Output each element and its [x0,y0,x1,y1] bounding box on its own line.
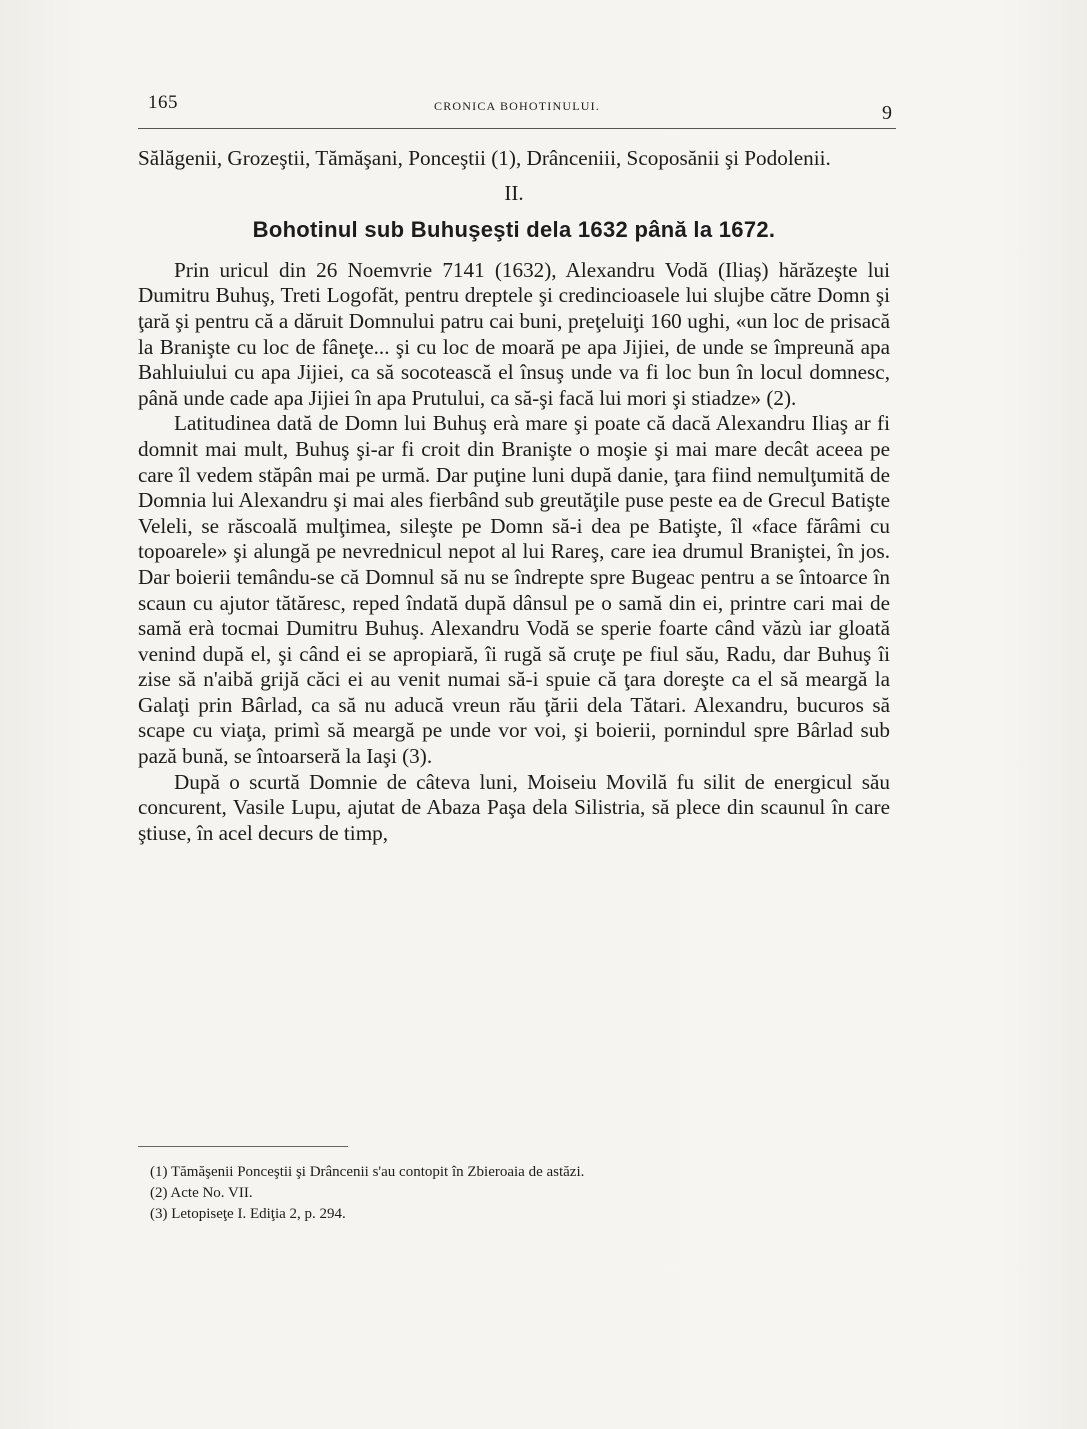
running-title: CRONICA BOHOTINULUI. [434,99,600,113]
footnote-separator [138,1146,348,1147]
paragraph-3: După o scurtă Domnie de câteva luni, Moiseiu Movilă fu silit de energicul său concurent, Vasile Lupu, ajutat de Abaza Paşa dela Silistria, să plece din scaunul în care ştiuse, în acel decurs de timp, [138,769,890,845]
footnotes [150,1162,890,1225]
paragraph-1: Prin uricul din 26 Noemvrie 7141 (1632), Alexandru Vodă (Iliaş) hărăzeşte lui Dumitru Buhuş, Treti Logofăt, pentru dreptele şi credincioasele lui slujbe către Domn şi ţară şi pentru că a dăruit Domnului patru cai buni, preţeluiţi 160 ughi, «un loc de prisacă la Branişte cu loc de fâneţe... şi cu loc de moară pe apa Jijiei, de unde se împreună apa Bahluiului cu apa Jijiei, ca să socotească el însuş unde va fi loc bun în locul domnesc, până unde cade apa Jijiei în apa Prutului, ca să-şi facă lui mori şi stiadze» (2). [138,257,890,410]
footnote-1: (1) Tămăşenii Ponceştii şi Drâncenii s'au contopit în Zbieroaia de astăzi. [150,1164,585,1180]
paragraph-2: Latitudinea dată de Domn lui Buhuş erà mare şi poate că dacă Alexandru Iliaş ar fi domnit mai mult, Buhuş şi-ar fi croit din Branişte o moşie şi mai mare decât aceea pe care îl vedem stăpân mai pe urmă. Dar puţine luni după danie, ţara fiind nemulţumită de Domnia lui Alexandru şi mai ales fierbând sub greutăţile puse peste ea de Grecul Batişte Veleli, se răscoală mulţimea, sileşte pe Domn să-i dea pe Batişte, îl «face fărâmi cu topoarele» şi alungă pe nevrednicul nepot al lui Rareş, care iea drumul Braniştei, în jos. Dar boierii temându-se că Domnul să nu se îndrepte spre Bugeac pentru a se întoarce în scaun cu ajutor tătăresc, reped îndată după dânsul pe o samă din ei, printre cari mai de samă erà tocmai Dumitru Buhuş. Alexandru Vodă se sperie foarte când văzù iar gloată venind după el, şi când ei se apropiară, îi rugă să cruţe pe fiul său, Radu, dar Buhuş îi zise să n'aibă grijă căci ei au venit numai să-i spuie că ţara doreşte ca el să meargă la Galaţi prin Bârlad, ca să nu aducă vreun rău ţării dela Tătari. Alexandru, bucuros să scape cu viaţa, primì să meargă pe unde vor voi, şi boierii, pornindul spre Bârlad sub pază bună, se întoarseră la Iaşi (3). [138,411,890,769]
section-number: II. [504,180,524,205]
main-text [138,146,890,846]
page-number: 9 [882,102,892,124]
footnote-3: (3) Letopiseţe I. Ediţia 2, p. 294. [150,1206,346,1222]
intro-paragraph: Sălăgenii, Grozeştii, Tămăşani, Ponceştii (1), Drânceniii, Scoposănii şi Podolenii. [138,146,831,170]
section-title: Bohotinul sub Buhuşeşti dela 1632 până la 1672. [252,217,776,243]
stamped-page-number: 165 [148,92,178,113]
running-header [138,88,896,129]
footnote-2: (2) Acte No. VII. [150,1185,253,1201]
